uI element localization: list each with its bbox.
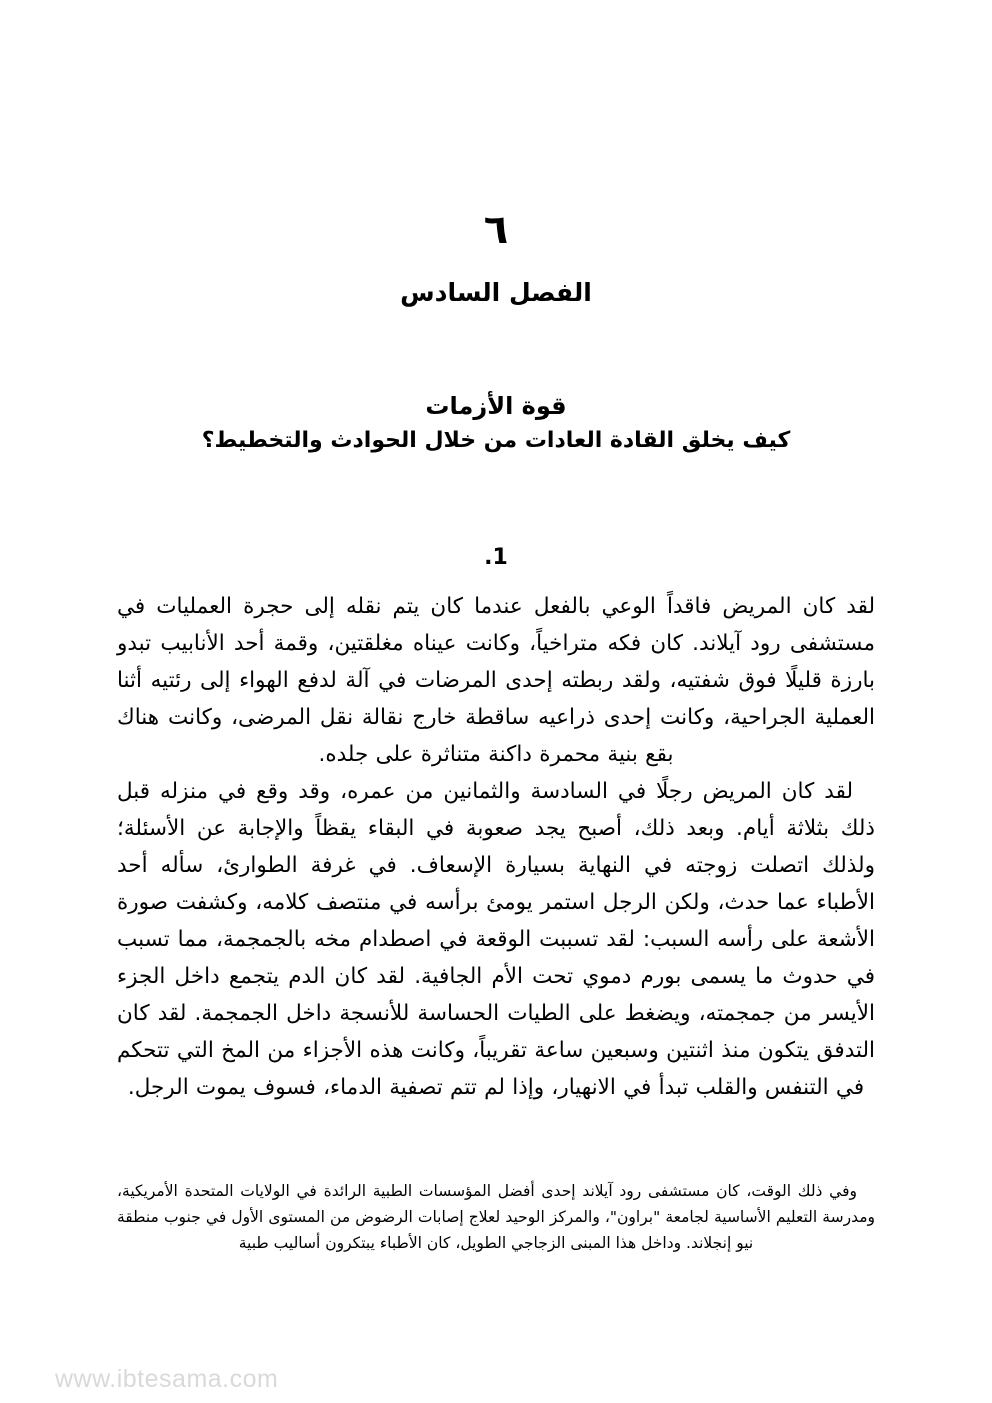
title-block <box>100 390 892 456</box>
page-title: قوة الأزمات <box>425 392 567 420</box>
chapter-number: ٦ <box>483 207 509 253</box>
body-paragraph: لقد كان المريض فاقداً الوعي بالفعل عندما كان يتم نقله إلى حجرة العمليات في مستشفى رود آيلاند. كان فكه متراخياً، وكانت عيناه مغلقتين، وقمة أحد الأنابيب تبدو بارزة قليلًا فوق شفتيه، ولقد ربطته إحدى المرضات في آلة لدفع الهواء إلى رئتيه أثنا العملية الجراحية، وكانت إحدى ذراعيه ساقطة خارج نقالة نقل المرضى، وكانت هناك بقع بنية محمرة داكنة متناثرة على جلده. <box>117 594 875 767</box>
footnote-text: وفي ذلك الوقت، كان مستشفى رود آيلاند إحدى أفضل المؤسسات الطبية الرائدة في الولايات المتحدة الأمريكية، ومدرسة التعليم الأساسية لجامعة "براون"، والمركز الوحيد لعلاج إصابات الرضوض من المستوى الأول في جنوب منطقة نيو إنجلاند. وداخل هذا المبنى الزجاجي الطويل، كان الأطباء يبتكرون أساليب طبية <box>117 1182 875 1252</box>
body-text <box>117 588 875 1106</box>
footnote-block <box>117 1178 875 1256</box>
page-subtitle: كيف يخلق القادة العادات من خلال الحوادث والتخطيط؟ <box>201 428 791 454</box>
watermark: www.ibtesama.com <box>55 1365 279 1393</box>
body-paragraph: لقد كان المريض رجلًا في السادسة والثمانين من عمره، وقد وقع في منزله قبل ذلك بثلاثة أيام. وبعد ذلك، أصبح يجد صعوبة في البقاء يقظاً والإجابة عن الأسئلة؛ ولذلك اتصلت زوجته في النهاية بسيارة الإسعاف. في غرفة الطوارئ، سأله أحد الأطباء عما حدث، ولكن الرجل استمر يومئ برأسه في منتصف كلامه، وكشفت صورة الأشعة على رأسه السبب: لقد تسببت الوقعة في اصطدام مخه بالجمجمة، مما تسبب في حدوث ما يسمى بورم دموي تحت الأم الجافية. لقد كان الدم يتجمع داخل الجزء الأيسر من جمجمته، ويضغط على الطيات الحساسة للأنسجة داخل الجمجمة. لقد كان التدفق يتكون منذ اثنتين وسبعين ساعة تقريباً، وكانت هذه الأجزاء من المخ التي تتحكم في التنفس والقلب تبدأ في الانهيار، وإذا لم تتم تصفية الدماء، فسوف يموت الرجل. <box>117 779 875 1100</box>
chapter-name: الفصل السادس <box>400 278 592 307</box>
section-number: 1. <box>484 545 508 570</box>
